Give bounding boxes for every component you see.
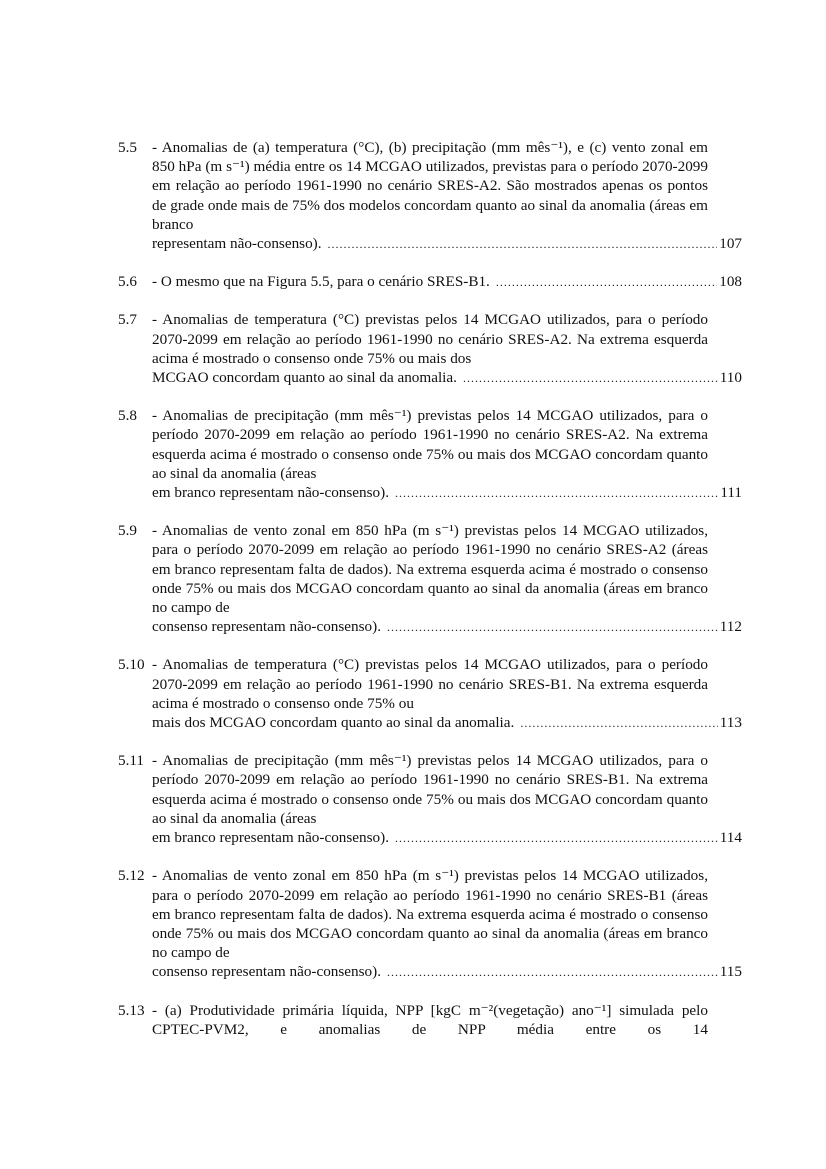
figure-caption: - Anomalias de temperatura (°C) previstas pelos 14 MCGAO utilizados, para o período 2070-2099 em relação ao período 1961-1990 no cenário SRES-A2. Na extrema esquerda acima é mostrado o consenso onde 75% ou mais dos [152,311,708,367]
page-number[interactable]: 108 [719,273,742,291]
figure-entry-5-9 [118,521,742,637]
figure-caption-last-line [118,828,742,848]
figure-number: 5.9 [118,522,137,540]
dot-leader [496,273,717,292]
figure-number: 5.6 [118,273,137,291]
figure-caption: - Anomalias de vento zonal em 850 hPa (m s⁻¹) previstas pelos 14 MCGAO utilizados, para o período 2070-2099 em relação ao período 1961-1990 no cenário SRES-B1 (áreas em branco representam falta de dados). Na extrema esquerda acima é mostrado o consenso onde 75% ou mais dos MCGAO concordam quanto ao sinal da anomalia (áreas em branco no campo de [152,867,708,962]
figure-entry-5-7 [118,310,742,388]
figure-entry-5-5 [118,138,742,254]
figure-number: 5.10 [118,656,145,674]
figure-caption: - Anomalias de vento zonal em 850 hPa (m s⁻¹) previstas pelos 14 MCGAO utilizados, para o período 2070-2099 em relação ao período 1961-1990 no cenário SRES-A2 (áreas em branco representam falta de dados). Na extrema esquerda acima é mostrado o consenso onde 75% ou mais dos MCGAO concordam quanto ao sinal da anomalia (áreas em branco no campo de [152,522,708,617]
page-number[interactable]: 110 [719,369,742,387]
figure-caption-last-line [118,234,742,254]
figure-number: 5.11 [118,752,145,770]
figure-caption-last-line [118,962,742,982]
figure-caption: - Anomalias de temperatura (°C) previstas pelos 14 MCGAO utilizados, para o período 2070-2099 em relação ao período 1961-1990 no cenário SRES-B1. Na extrema esquerda acima é mostrado o consenso onde 75% ou [152,656,708,712]
figure-number: 5.8 [118,407,137,425]
figure-caption-last-line [118,617,742,637]
page-number[interactable]: 112 [719,618,742,636]
page-number[interactable]: 114 [719,829,742,847]
caption-tail: mais dos MCGAO concordam quanto ao sinal da anomalia. [152,714,515,732]
figure-caption-last-line [118,483,742,503]
figure-caption-last-line [118,713,742,733]
figure-entry-5-12 [118,866,742,982]
dot-leader [328,235,718,254]
page-number[interactable]: 107 [719,235,742,253]
figure-number: 5.7 [118,311,137,329]
page-number[interactable]: 111 [720,484,742,502]
page-number[interactable]: 113 [719,714,742,732]
figure-caption: - Anomalias de precipitação (mm mês⁻¹) previstas pelos 14 MCGAO utilizados, para o período 2070-2099 em relação ao período 1961-1990 no cenário SRES-B1. Na extrema esquerda acima é mostrado o consenso onde 75% ou mais dos MCGAO concordam quanto ao sinal da anomalia (áreas [152,752,708,827]
dot-leader [395,829,718,848]
caption-tail: representam não-consenso). [152,235,322,253]
figure-caption-last-line [118,368,742,388]
dot-leader [395,484,718,503]
figure-number: 5.5 [118,139,137,156]
caption-tail: consenso representam não-consenso). [152,618,381,636]
caption-tail: MCGAO concordam quanto ao sinal da anomalia. [152,369,457,387]
caption-tail: consenso representam não-consenso). [152,963,381,981]
figure-entry-5-8 [118,406,742,503]
caption-tail: em branco representam não-consenso). [152,829,389,847]
figure-caption-last-line [118,272,742,292]
dot-leader [387,963,718,982]
figure-entry-5-11 [118,751,742,848]
figure-number: 5.13 [118,1001,145,1019]
figure-entry-5-10 [118,655,742,733]
dot-leader [387,618,718,637]
caption-tail: em branco representam não-consenso). [152,484,389,502]
figure-number: 5.12 [118,867,145,885]
figure-entry-5-13 [118,1001,708,1039]
list-of-figures [118,138,742,1057]
figure-caption: - Anomalias de (a) temperatura (°C), (b) precipitação (mm mês⁻¹), e (c) vento zonal em 850 hPa (m s⁻¹) média entre os 14 MCGAO utilizados, previstas para o período 2070-2099 em relação ao período 1961-1990 no cenário SRES-A2. São mostrados apenas os pontos de grade onde mais de 75% dos modelos concordam quanto ao sinal da anomalia (áreas em branco [152,139,708,233]
figure-caption: - (a) Produtividade primária líquida, NPP [kgC m⁻²(vegetação) ano⁻¹] simulada pelo CPTEC-PVM2, e anomalias de NPP média entre os 14 [152,1001,708,1038]
dot-leader [463,369,718,388]
dot-leader [520,714,717,733]
figure-entry-5-6 [118,272,742,292]
page-number[interactable]: 115 [719,963,742,981]
caption-tail: - O mesmo que na Figura 5.5, para o cenário SRES-B1. [152,273,490,291]
figure-caption: - Anomalias de precipitação (mm mês⁻¹) previstas pelos 14 MCGAO utilizados, para o período 2070-2099 em relação ao período 1961-1990 no cenário SRES-A2. Na extrema esquerda acima é mostrado o consenso onde 75% ou mais dos MCGAO concordam quanto ao sinal da anomalia (áreas [152,407,708,482]
